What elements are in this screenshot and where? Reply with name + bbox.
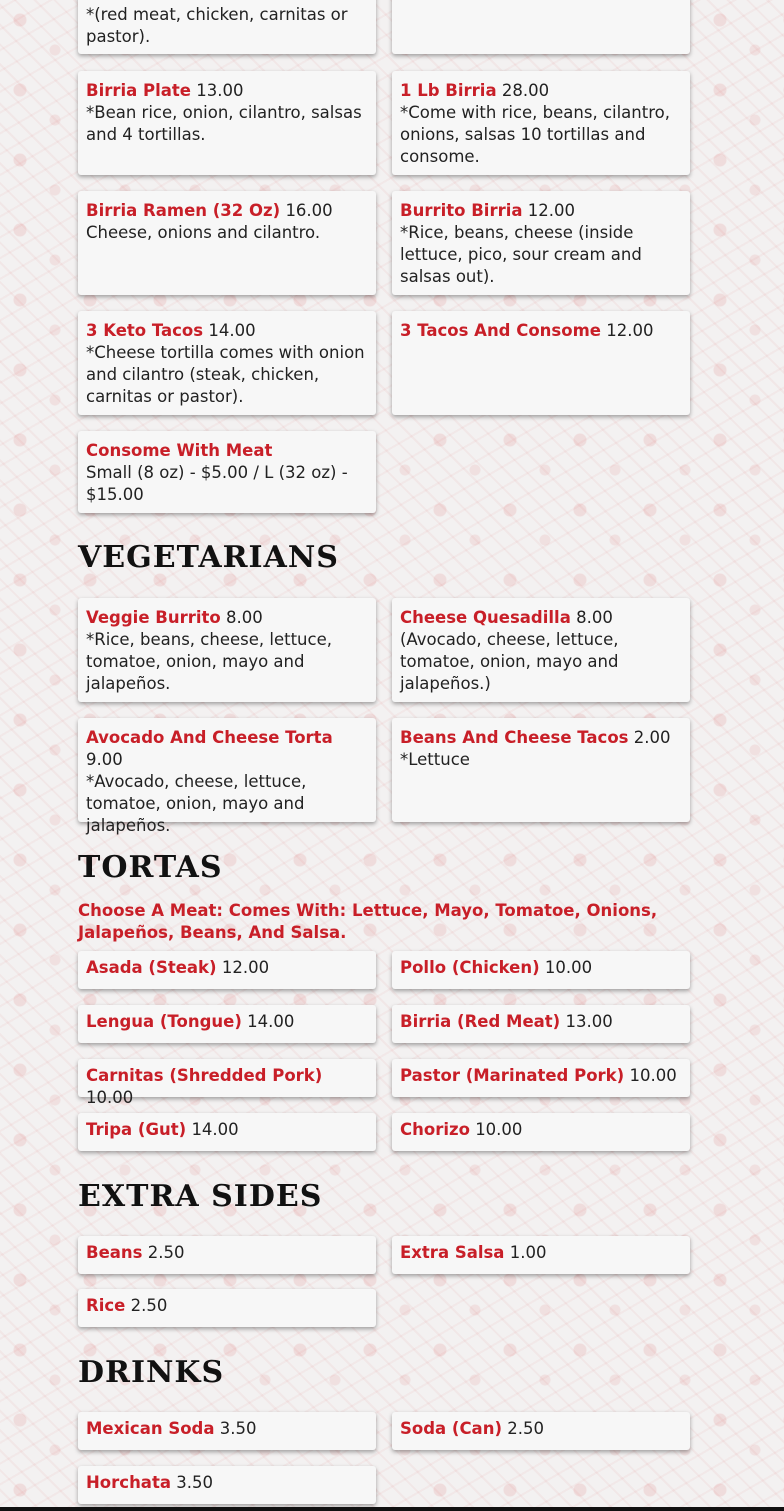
menu-item-1lb-birria[interactable] bbox=[392, 71, 690, 175]
item-price: 2.50 bbox=[507, 1419, 544, 1438]
menu-item-birria-torta[interactable] bbox=[392, 1005, 690, 1043]
menu-item-veggie-burrito[interactable] bbox=[78, 598, 376, 702]
item-price: 1.00 bbox=[509, 1243, 547, 1262]
item-price: 8.00 bbox=[576, 608, 613, 627]
item-description: *(red meat, chicken, carnitas or pastor). bbox=[86, 5, 348, 46]
item-price: 12.00 bbox=[606, 321, 654, 340]
section-title-vegetarians: VEGETARIANS bbox=[78, 540, 339, 575]
item-name: Mexican Soda bbox=[86, 1419, 215, 1438]
item-description: *Bean rice, onion, cilantro, salsas and 4 tortillas. bbox=[86, 103, 362, 144]
menu-item-birria-ramen[interactable] bbox=[78, 191, 376, 295]
item-price: 14.00 bbox=[247, 1012, 295, 1031]
item-price: 13.00 bbox=[565, 1012, 613, 1031]
menu-item-3-keto-tacos[interactable] bbox=[78, 311, 376, 415]
menu-item-partial-empty[interactable] bbox=[392, 0, 690, 54]
item-description: Small (8 oz) - $5.00 / L (32 oz) - $15.00 bbox=[86, 463, 348, 504]
item-name: Extra Salsa bbox=[400, 1243, 505, 1262]
item-price: 10.00 bbox=[544, 958, 593, 977]
item-name: Tripa (Gut) bbox=[86, 1120, 187, 1139]
item-price: 10.00 bbox=[629, 1066, 677, 1085]
menu-item-mexican-soda[interactable] bbox=[78, 1412, 376, 1450]
item-price: 3.50 bbox=[219, 1419, 257, 1438]
item-description: Cheese, onions and cilantro. bbox=[86, 223, 321, 242]
item-price: 12.00 bbox=[221, 958, 270, 977]
item-description: *Cheese tortilla comes with onion and cilantro (steak, chicken, carnitas or pastor). bbox=[86, 343, 365, 406]
item-description: *Rice, beans, cheese, lettuce, tomatoe, onion, mayo and jalapeños. bbox=[86, 630, 332, 693]
item-name: Burrito Birria bbox=[400, 201, 523, 220]
item-description: *Come with rice, beans, cilantro, onions, salsas 10 tortillas and consome. bbox=[400, 103, 670, 166]
item-name: Horchata bbox=[86, 1473, 171, 1492]
item-price: 16.00 bbox=[285, 201, 333, 220]
menu-item-chorizo[interactable] bbox=[392, 1113, 690, 1151]
menu-item-avocado-cheese-torta[interactable] bbox=[78, 718, 376, 835]
item-name: 1 Lb Birria bbox=[400, 81, 497, 100]
item-name: Carnitas (Shredded Pork) bbox=[86, 1066, 323, 1085]
item-description: *Lettuce bbox=[400, 750, 470, 769]
menu-item-soda-can[interactable] bbox=[392, 1412, 690, 1450]
item-name: Avocado And Cheese Torta bbox=[86, 728, 333, 747]
menu-item-consome-with-meat[interactable] bbox=[78, 431, 376, 513]
menu-item-horchata[interactable] bbox=[78, 1466, 376, 1504]
menu-item-cheese-quesadilla[interactable] bbox=[392, 598, 690, 702]
item-name: Lengua (Tongue) bbox=[86, 1012, 242, 1031]
section-title-extra-sides: EXTRA SIDES bbox=[78, 1179, 323, 1214]
item-name: Consome With Meat bbox=[86, 441, 273, 460]
menu-item-beans-cheese-tacos[interactable] bbox=[392, 718, 690, 822]
item-name: Birria Plate bbox=[86, 81, 192, 100]
item-name: Beans And Cheese Tacos bbox=[400, 728, 629, 747]
item-name: Beans bbox=[86, 1243, 143, 1262]
item-price: 10.00 bbox=[475, 1120, 523, 1139]
menu-item-burrito-birria[interactable] bbox=[392, 191, 690, 295]
menu-item-tripa[interactable] bbox=[78, 1113, 376, 1151]
menu-item-partial[interactable] bbox=[78, 0, 376, 54]
section-title-tortas: TORTAS bbox=[78, 850, 223, 885]
item-price: 3.50 bbox=[176, 1473, 213, 1492]
section-title-drinks: DRINKS bbox=[78, 1355, 225, 1390]
menu-item-beans[interactable] bbox=[78, 1236, 376, 1274]
item-description: (Avocado, cheese, lettuce, tomatoe, onion, mayo and jalapeños.) bbox=[400, 630, 619, 693]
item-name: 3 Keto Tacos bbox=[86, 321, 204, 340]
item-name: Soda (Can) bbox=[400, 1419, 502, 1438]
menu-item-pastor[interactable] bbox=[392, 1059, 690, 1097]
item-price: 10.00 bbox=[86, 1088, 134, 1107]
item-name: Pollo (Chicken) bbox=[400, 958, 540, 977]
menu-item-extra-salsa[interactable] bbox=[392, 1236, 690, 1274]
item-name: Birria Ramen (32 Oz) bbox=[86, 201, 281, 220]
menu-item-rice[interactable] bbox=[78, 1289, 376, 1327]
item-price: 13.00 bbox=[196, 81, 244, 100]
item-description: *Rice, beans, cheese (inside lettuce, pico, sour cream and salsas out). bbox=[400, 223, 642, 286]
item-name: Veggie Burrito bbox=[86, 608, 221, 627]
item-name: 3 Tacos And Consome bbox=[400, 321, 601, 340]
item-price: 14.00 bbox=[208, 321, 256, 340]
bottom-border bbox=[0, 1507, 784, 1511]
menu-item-pollo[interactable] bbox=[392, 951, 690, 989]
item-name: Asada (Steak) bbox=[86, 958, 217, 977]
item-name: Pastor (Marinated Pork) bbox=[400, 1066, 625, 1085]
item-description: *Avocado, cheese, lettuce, tomatoe, onion, mayo and jalapeños. bbox=[86, 772, 307, 835]
item-price: 28.00 bbox=[501, 81, 550, 100]
item-price: 2.50 bbox=[147, 1243, 185, 1262]
item-price: 9.00 bbox=[86, 750, 123, 769]
menu-item-3-tacos-consome[interactable] bbox=[392, 311, 690, 415]
menu-item-asada[interactable] bbox=[78, 951, 376, 989]
item-name: Rice bbox=[86, 1296, 126, 1315]
item-price: 14.00 bbox=[191, 1120, 239, 1139]
item-name: Cheese Quesadilla bbox=[400, 608, 571, 627]
menu-item-birria-plate[interactable] bbox=[78, 71, 376, 175]
item-price: 2.50 bbox=[130, 1296, 168, 1315]
item-price: 2.00 bbox=[633, 728, 671, 747]
item-price: 12.00 bbox=[527, 201, 576, 220]
item-name: Chorizo bbox=[400, 1120, 470, 1139]
item-name: Birria (Red Meat) bbox=[400, 1012, 561, 1031]
section-subtitle-tortas: Choose A Meat: Comes With: Lettuce, Mayo, Tomatoe, Onions, Jalapeños, Beans, And Salsa. bbox=[78, 901, 658, 942]
menu-item-lengua[interactable] bbox=[78, 1005, 376, 1043]
menu-item-carnitas[interactable] bbox=[78, 1059, 376, 1107]
item-price: 8.00 bbox=[226, 608, 263, 627]
